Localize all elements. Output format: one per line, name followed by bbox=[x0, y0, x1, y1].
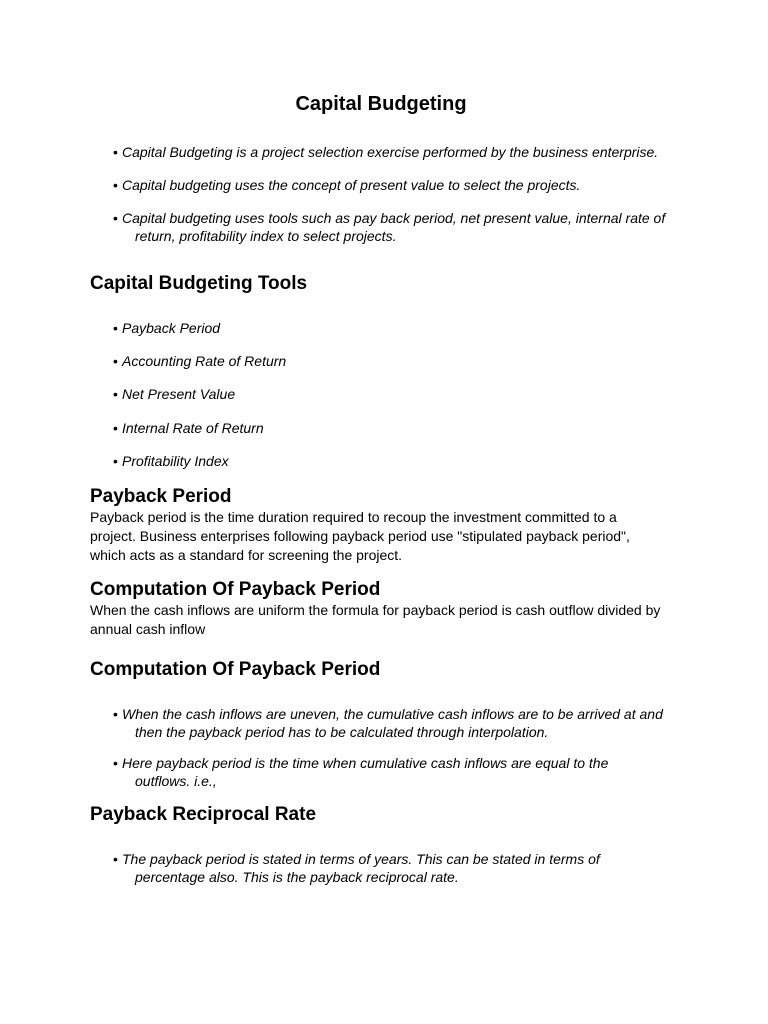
payback-period-text: Payback period is the time duration required to recoup the investment committed to a project. Business enterprises following payback period use "stipulated payback period", which acts as a standard for screening the project. bbox=[90, 509, 630, 563]
bullet-marker: • bbox=[113, 851, 118, 867]
computation-uniform-heading: Computation Of Payback Period bbox=[90, 579, 381, 600]
bullet-marker: • bbox=[113, 706, 118, 722]
tool-item bbox=[113, 452, 695, 470]
bullet-marker: • bbox=[113, 320, 118, 336]
bullet-text: Accounting Rate of Return bbox=[122, 353, 287, 369]
tool-item bbox=[113, 352, 695, 370]
bullet-text: Capital budgeting uses the concept of present value to select the projects. bbox=[122, 177, 581, 193]
reciprocal-rate-heading: Payback Reciprocal Rate bbox=[90, 804, 317, 825]
bullet-text: Profitability Index bbox=[122, 453, 229, 469]
tool-item bbox=[113, 319, 695, 337]
bullet-marker: • bbox=[113, 210, 118, 226]
bullet-marker: • bbox=[113, 177, 118, 193]
bullet-text: Net Present Value bbox=[122, 386, 236, 402]
intro-bullet bbox=[113, 176, 695, 194]
bullet-text: When the cash inflows are uneven, the cumulative cash inflows are to be arrived at and then the payback period has to be calculated through interpolation. bbox=[122, 706, 663, 740]
bullet-marker: • bbox=[113, 386, 118, 402]
intro-bullet bbox=[113, 143, 695, 161]
tools-heading: Capital Budgeting Tools bbox=[90, 273, 308, 294]
tool-item bbox=[113, 419, 695, 437]
bullet-text: Payback Period bbox=[122, 320, 221, 336]
computation-uneven-bullet bbox=[113, 754, 655, 790]
tool-item bbox=[113, 385, 695, 403]
computation-uniform-text: When the cash inflows are uniform the formula for payback period is cash outflow divided by annual cash inflow bbox=[90, 602, 661, 637]
reciprocal-rate-bullet bbox=[113, 850, 645, 886]
bullet-marker: • bbox=[113, 420, 118, 436]
bullet-marker: • bbox=[113, 453, 118, 469]
computation-uneven-heading: Computation Of Payback Period bbox=[90, 659, 381, 680]
computation-uneven-bullet bbox=[113, 705, 680, 741]
intro-bullet bbox=[113, 209, 683, 245]
payback-period-heading: Payback Period bbox=[90, 486, 232, 507]
bullet-text: Capital budgeting uses tools such as pay back period, net present value, internal rate of return, profitability index to select projects. bbox=[122, 210, 666, 244]
bullet-text: The payback period is stated in terms of years. This can be stated in terms of percentage also. This is the payback reciprocal rate. bbox=[122, 851, 600, 885]
bullet-text: Here payback period is the time when cumulative cash inflows are equal to the outflows. i.e., bbox=[122, 755, 609, 789]
bullet-marker: • bbox=[113, 755, 118, 771]
bullet-text: Internal Rate of Return bbox=[122, 420, 264, 436]
bullet-marker: • bbox=[113, 353, 118, 369]
document-title: Capital Budgeting bbox=[295, 93, 467, 115]
bullet-text: Capital Budgeting is a project selection exercise performed by the business enterprise. bbox=[122, 144, 659, 160]
bullet-marker: • bbox=[113, 144, 118, 160]
